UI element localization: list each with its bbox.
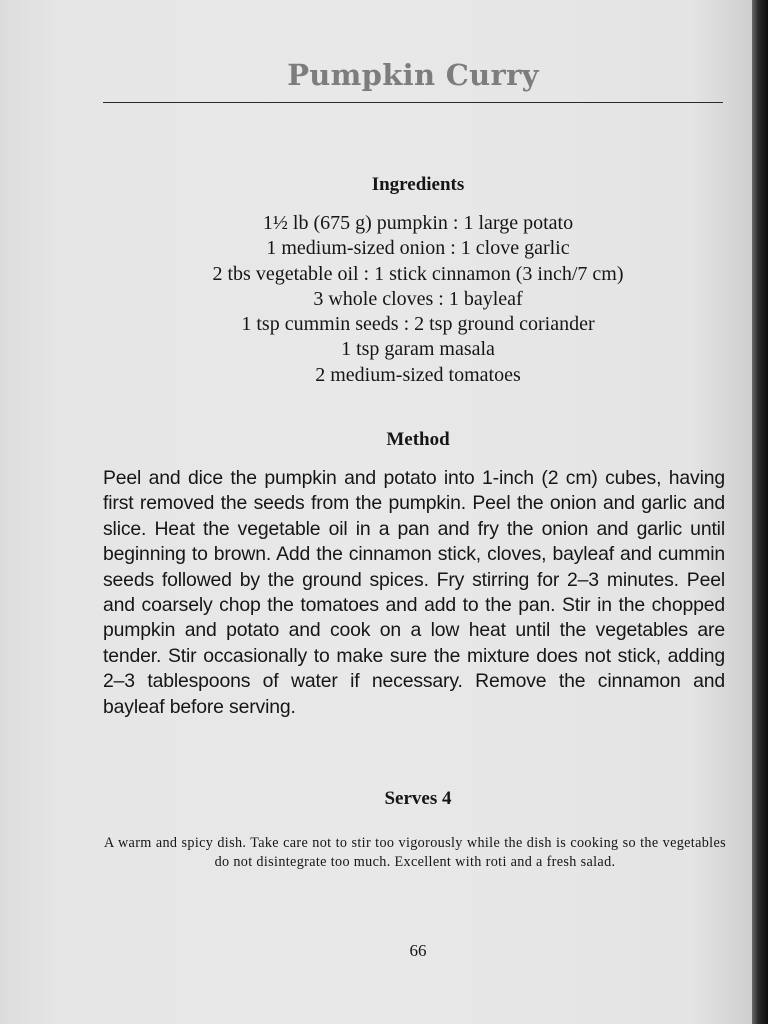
recipe-title: Pumpkin Curry (287, 58, 539, 92)
serving-note: A warm and spicy dish. Take care not to stir too vigorously while the dish is cooking so the vegetables do not disintegrate too much. Excellent with roti and a fresh salad. (104, 835, 726, 871)
ingredient-line: 1 tsp garam masala (341, 338, 495, 361)
ingredient-line: 1 tsp cummin seeds : 2 tsp ground coriander (241, 313, 595, 336)
page-number: 66 (409, 941, 427, 960)
ingredient-line: 1½ lb (675 g) pumpkin : 1 large potato (262, 212, 574, 234)
ingredients-list (104, 211, 732, 388)
ingredient-line: 3 whole cloves : 1 bayleaf (313, 287, 523, 310)
ingredient-line: 2 medium-sized tomatoes (315, 363, 521, 386)
ingredient-line: 2 tbs vegetable oil : 1 stick cinnamon (3 inch/7 cm) (212, 262, 624, 285)
ingredient-line: 1 medium-sized onion : 1 clove garlic (266, 237, 570, 260)
ingredients-heading: Ingredients (371, 174, 465, 195)
page-edge-shadow (752, 0, 768, 1024)
method-heading: Method (386, 429, 450, 450)
title-divider (103, 102, 723, 103)
method-paragraph: Peel and dice the pumpkin and potato into 1-inch (2 cm) cubes, having first removed the seeds from the pumpkin. Peel the onion and garlic and slice. Heat the vegetable oil in a pan and fry the onion and garlic until beginning to brown. Add the cinnamon stick, cloves, bayleaf and cummin seeds followed by the ground spices. Fry stirring for 2–3 minutes. Peel and coarsely chop the tomatoes and add to the pan. Stir in the chopped pumpkin and potato and cook on a low heat until the vegetables are tender. Stir occasionally to make sure the mixture does not stick, adding 2–3 tablespoons of water if necessary. Remove the cinnamon and bayleaf before serving. (103, 467, 725, 718)
serves-label: Serves 4 (384, 788, 452, 809)
